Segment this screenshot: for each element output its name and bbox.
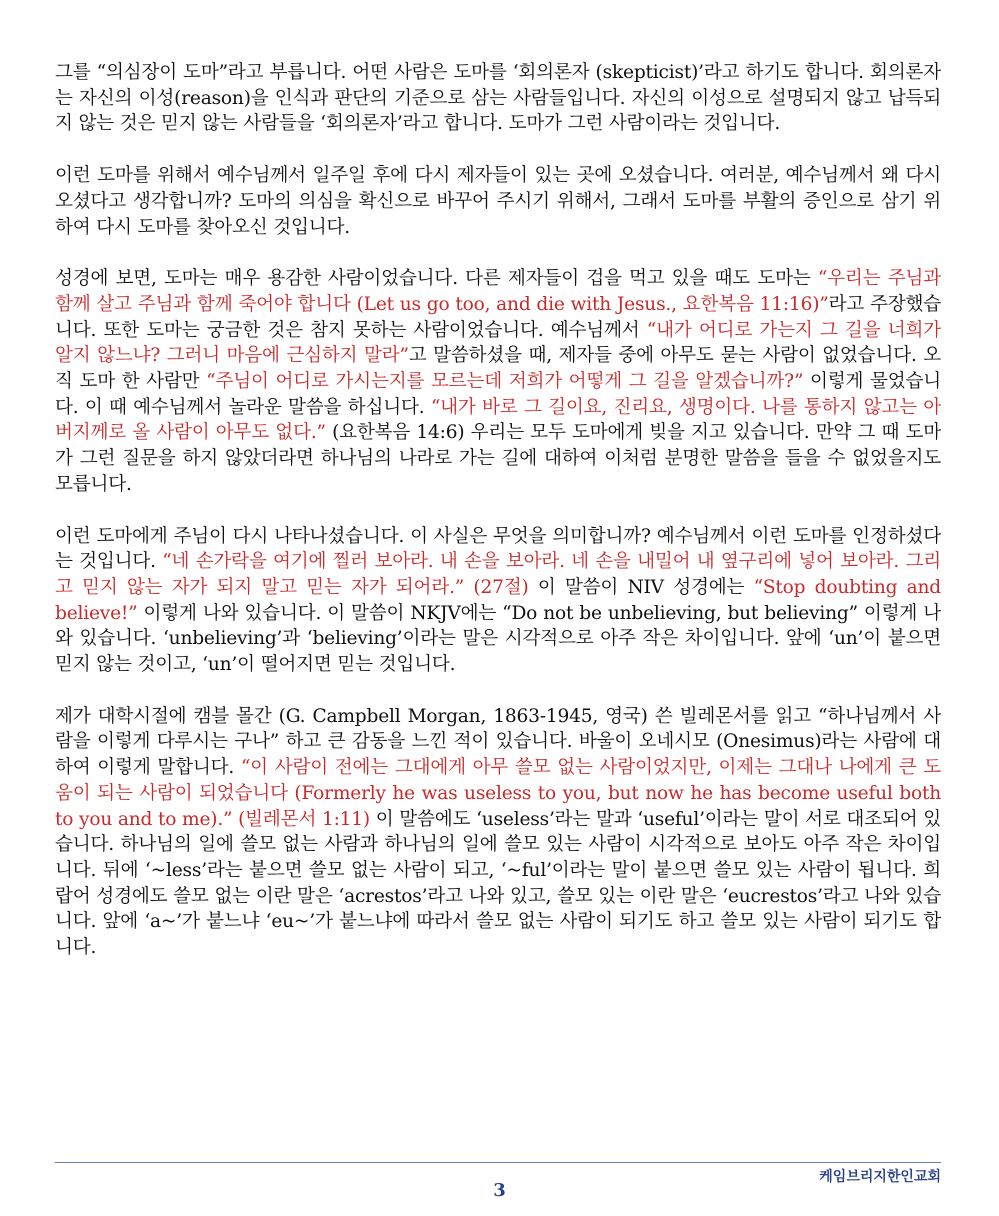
body-text	[55, 60, 941, 987]
body-run: 이 말씀이 NIV 성경에는	[528, 576, 754, 598]
body-run: 이렇게 물었습니다. 이 때 예수님께서 놀라운 말씀을 하십니다.	[55, 371, 941, 418]
body-run: 고 말씀하셨을 때, 제자들 중에 아무도 묻는 사람이 없었습니다. 오직 도마 한 사람만	[55, 345, 941, 393]
scripture-quote: “우리는 주님과 함께 살고 주님과 함께 죽어야 합니다 (Let us go too, and die with Jesus., 요한복음 11:16)”	[55, 268, 941, 315]
body-run: 그를 “의심장이 도마”라고 부릅니다. 어떤 사람은 도마를 ‘회의론자 (skepticist)’라고 하기도 합니다. 회의론자는 자신의 이성(reason)을 인식과 판단의 기준으로 삼는 사람들입니다. 자신의 이성으로 설명되지 않고 납득되지 않는 것은 믿지 않는 사람들을 ‘회의론자’라고 합니다. 도마가 그런 사람이라는 것입니다.	[55, 62, 941, 135]
body-run: 이렇게 나와 있습니다. 이 말씀이 NKJV에는 “Do not be unbelieving, but believing” 이렇게 나와 있습니다. ‘unbelieving’과 ‘believing’이라는 말은 시각적으로 아주 작은 차이입니다. 앞에 ‘un’이 붙으면 믿지 않는 것이고, ‘un’이 떨어지면 믿는 것입니다.	[55, 602, 941, 676]
scripture-quote: “내가 어디로 가는지 그 길을 너희가 알지 않느냐? 그러니 마음에 근심하지 말라”	[55, 319, 941, 367]
paragraph	[55, 524, 941, 678]
paragraph	[55, 163, 941, 240]
church-name: 케임브리지한인교회	[819, 1169, 941, 1185]
body-run: 성경에 보면, 도마는 매우 용감한 사람이었습니다. 다른 제자들이 겁을 먹고 있을 때도 도마는	[55, 268, 818, 290]
body-run: 이런 도마를 위해서 예수님께서 일주일 후에 다시 제자들이 있는 곳에 오셨습니다. 여러분, 예수님께서 왜 다시 오셨다고 생각합니까? 도마의 의심을 확신으로 바꾸어 주시기 위해서, 그래서 도마를 부활의 증인으로 삼기 위하여 다시 도마를 찾아오신 것입니다.	[55, 165, 941, 238]
footer-divider	[55, 1162, 941, 1163]
paragraph	[55, 704, 941, 961]
body-run: 이 말씀에도 ‘useless’라는 말과 ‘useful’이라는 말이 서로 대조되어 있습니다. 하나님의 일에 쓸모 없는 사람과 하나님의 일에 쓸모 있는 사람이 시각적으로 보아도 아주 작은 차이입니다. 뒤에 ‘~less’라는 붙으면 쓸모 없는 사람이 되고, ‘~ful’이라는 말이 붙으면 쓸모 있는 사람이 됩니다. 희랍어 성경에도 쓸모 없는 이란 말은 ‘acrestos’라고 나와 있고, 쓸모 있는 이란 말은 ‘eucrestos’라고 나와 있습니다. 앞에 ‘a~’가 붙느냐 ‘eu~’가 붙느냐에 따라서 쓸모 없는 사람이 되기도 하고 쓸모 있는 사람이 되기도 합니다.	[55, 808, 941, 959]
paragraph	[55, 266, 941, 497]
scripture-quote: “주님이 어디로 가시는지를 모르는데 저희가 어떻게 그 길을 알겠습니까?”	[206, 371, 804, 393]
paragraph	[55, 60, 941, 137]
page-number: 3	[493, 1180, 506, 1201]
scripture-quote: “이 사람이 전에는 그대에게 아무 쓸모 없는 사람이었지만, 이제는 그대나 나에게 큰 도움이 되는 사람이 되었습니다 (Formerly he was useless to you, but now he has become useful both to you and to me).” (빌레몬서 1:11)	[55, 757, 941, 830]
body-run: (요한복음 14:6) 우리는 모두 도마에게 빚을 지고 있습니다. 만약 그 때 도마가 그런 질문을 하지 않았더라면 하나님의 나라로 가는 길에 대하여 이처럼 분명한 말씀을 들을 수 없었을지도 모릅니다.	[55, 422, 941, 495]
scripture-quote: “네 손가락을 여기에 찔러 보아라. 내 손을 보아라. 네 손을 내밀어 내 옆구리에 넣어 보아라. 그리고 믿지 않는 자가 되지 말고 믿는 자가 되어라.” (27절)	[55, 551, 941, 598]
scripture-quote: “내가 바로 그 길이요, 진리요, 생명이다. 나를 통하지 않고는 아버지께로 올 사람이 아무도 없다.”	[55, 396, 942, 444]
body-run: 제가 대학시절에 캠블 몰간 (G. Campbell Morgan, 1863-1945, 영국) 쓴 빌레몬서를 읽고 “하나님께서 사람을 이렇게 다루시는 구나” 하고 큰 감동을 느낀 적이 있습니다. 바울이 오네시모 (Onesimus)라는 사람에 대하여 이렇게 말합니다.	[55, 705, 941, 779]
body-run: 이런 도마에게 주님이 다시 나타나셨습니다. 이 사실은 무엇을 의미합니까? 예수님께서 이런 도마를 인정하셨다는 것입니다.	[55, 525, 941, 573]
scripture-quote: “Stop doubting and believe!”	[55, 576, 942, 624]
body-run: 라고 주장했습니다. 또한 도마는 궁금한 것은 참지 못하는 사람이었습니다. 예수님께서	[55, 293, 941, 341]
